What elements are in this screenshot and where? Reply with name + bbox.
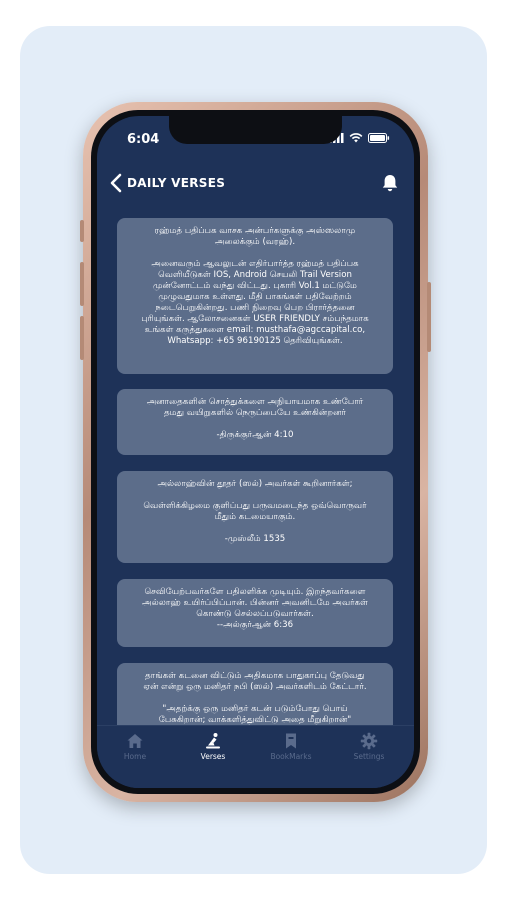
tab-verses[interactable] xyxy=(183,732,243,761)
verse-text-line: ரஹ்மத் பதிப்பக வாசக அன்பர்களுக்கு அஸ்ஸலாமு xyxy=(154,226,356,236)
screen-bezel xyxy=(91,110,420,794)
status-time: 6:04 xyxy=(127,132,160,147)
verse-text-line: வெள்ளிக்கிழமை குளிப்பது பருவமடைந்த ஒவ்வொருவர் xyxy=(143,501,367,511)
phone-frame xyxy=(83,102,428,802)
mute-switch xyxy=(80,220,84,242)
app-screen xyxy=(97,116,414,788)
back-arrow-icon[interactable] xyxy=(109,173,125,193)
tab-label: Settings xyxy=(353,752,385,761)
bookmark-icon xyxy=(282,732,300,750)
verse-card[interactable] xyxy=(117,471,393,563)
tab-bar xyxy=(97,725,414,788)
verse-text-line: தமது வயிறுகளில் நெருப்பையே உண்கின்றனர் xyxy=(164,408,346,418)
verses-list[interactable] xyxy=(97,206,414,726)
verse-text-line: வெளியீடுகள் IOS, Android செயலி Trail Version xyxy=(158,270,352,280)
wifi-icon xyxy=(349,133,363,143)
verse-spacer xyxy=(123,419,387,430)
tab-label: Verses xyxy=(200,752,226,761)
verse-text-line: -திருக்குர்ஆன் 4:10 xyxy=(216,430,294,440)
tab-bookmarks[interactable] xyxy=(261,732,321,761)
phone-notch xyxy=(169,116,342,144)
verse-text-line: "அதற்க்கு ஒரு மனிதர் கடன் படும்போது பொய் xyxy=(162,704,348,714)
tab-label: Home xyxy=(123,752,147,761)
verse-text-line: Whatsapp: +65 96190125 தெரிவியுங்கள். xyxy=(167,336,343,346)
verse-card[interactable] xyxy=(117,579,393,647)
prayer-icon xyxy=(204,732,222,750)
verse-text-line: பேசுகிறான்; வாக்களித்துவிட்டு அதை மீறுகிறான்" xyxy=(158,715,352,725)
battery-icon xyxy=(368,133,390,143)
verse-text-line: அலைக்கும் (வரஹ்). xyxy=(214,237,296,247)
power-button xyxy=(427,282,431,352)
bell-icon[interactable] xyxy=(380,173,400,193)
verse-text-line: --அல்குர்ஆன் 6:36 xyxy=(216,620,294,630)
verse-spacer xyxy=(123,523,387,534)
verse-text-line: முழுவதுமாக உள்ளது. மீதி பாகங்கள் பதிவேற்றம் xyxy=(158,292,352,302)
verse-card[interactable] xyxy=(117,663,393,726)
tab-settings[interactable] xyxy=(339,732,399,761)
verse-text-line: புரியுங்கள். ஆலோசனைகள் USER FRIENDLY சம்பந்தமாக xyxy=(141,314,369,324)
verse-card[interactable] xyxy=(117,218,393,374)
verse-text-line: செவியேற்பவர்களே பதிலளிக்க முடியும். இறந்தவர்களை xyxy=(144,587,366,597)
verse-text-line: மீதும் கடமையாகும். xyxy=(214,512,296,522)
verse-spacer xyxy=(123,248,387,259)
volume-up-button xyxy=(80,262,84,306)
verse-text-line: உங்கள் கருத்துகளை email: musthafa@agccapital.co, xyxy=(144,325,366,335)
verse-text-line: முன்னோட்டம் வந்து விட்டது. புகாரி Vol.1 மட்டுமே xyxy=(153,281,357,291)
verse-spacer xyxy=(123,490,387,501)
tab-label: BookMarks xyxy=(270,752,312,761)
tab-home[interactable] xyxy=(105,732,165,761)
verse-text-line: -முஸ்லீம் 1535 xyxy=(224,534,286,544)
verse-text-line: அல்லாஹ் உயிர்ப்பிப்பான். பின்னர் அவனிடமே அவர்கள் xyxy=(142,598,368,608)
verse-text-line: ஏன் என்று ஒரு மனிதர் நபி (ஸல்) அவர்களிடம் கேட்டார். xyxy=(143,682,367,692)
volume-down-button xyxy=(80,316,84,360)
app-header xyxy=(97,166,414,200)
verse-text-line: தாங்கள் கடனை விட்டும் அதிகமாக பாதுகாப்பு தேடுவது xyxy=(145,671,365,681)
verse-text-line: அல்லாஹ்வின் தூதர் (ஸல்) அவர்கள் கூறினார்கள்; xyxy=(157,479,353,489)
verse-text-line: அனைவரும் ஆவலுடன் எதிர்பார்த்த ரஹ்மத் பதிப்பக xyxy=(151,259,359,269)
verse-text-line: அனாதைகளின் சொத்துக்களை அநியாயமாக உண்போர் xyxy=(146,397,364,407)
verse-spacer xyxy=(123,693,387,704)
page-title: DAILY VERSES xyxy=(127,176,226,190)
verse-text-line: நடைபெறுகின்றது. பணி நிறைவு பெற பிரார்த்தனை xyxy=(155,303,355,313)
gear-icon xyxy=(360,732,378,750)
verse-card[interactable] xyxy=(117,389,393,455)
verse-text-line: கொண்டு செல்லப்படுவார்கள். xyxy=(196,609,314,619)
home-icon xyxy=(126,732,144,750)
